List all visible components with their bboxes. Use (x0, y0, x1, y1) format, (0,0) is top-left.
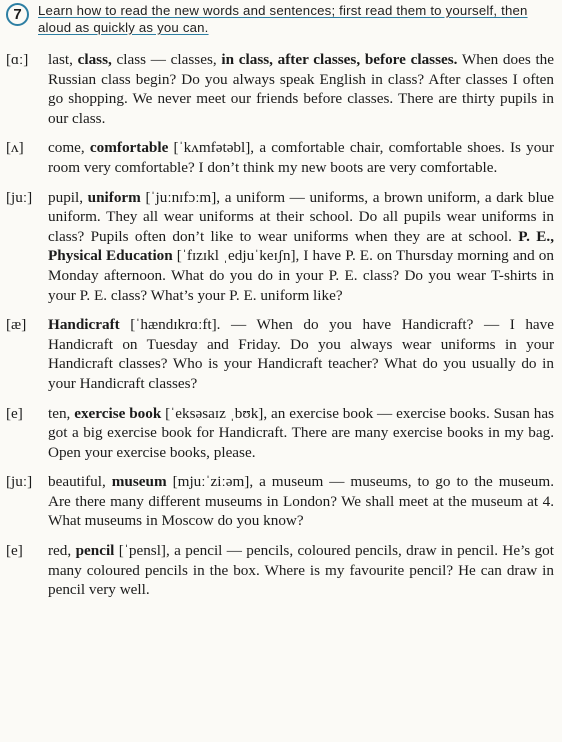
entry-text-run: [ˈjuːnɪfɔːm], a uniform — uniforms, a brown uniform, a dark blue uniform. They all wear uniforms at their school. Do all pupils wear uniforms in class? Pupils often don’t like to wear uniforms when they are at school. (48, 188, 554, 245)
entry-text-run: class — classes, (111, 51, 222, 68)
entry-text (48, 188, 554, 306)
headword: Handicraft (48, 316, 120, 334)
entry-text-run: come, (48, 139, 90, 157)
entry-text-run: pupil, (48, 188, 88, 206)
exercise-instruction: Learn how to read the new words and sentences; first read them to yourself, then aloud as quickly as you can. (38, 3, 528, 35)
exercise-number-badge: 7 (6, 3, 29, 26)
entry-text (48, 472, 554, 531)
sound-label: [ɑː] (6, 51, 29, 68)
entry-text-run: [ˈhændɪkrɑːft]. — When do you have Handicraft? — I have Handicraft on Tuesday and Friday. Do you always wear uniforms in your Handicraft classes? Who is your Handicraft teacher? What do you usually do in your Handicraft classes? (48, 316, 554, 392)
entry-ae (6, 315, 554, 393)
entry-text (48, 315, 554, 393)
sound-label: [juː] (6, 473, 33, 491)
sound-label: [æ] (6, 316, 27, 334)
sound-label: [ʌ] (6, 139, 24, 157)
entry-short-u (6, 138, 554, 177)
entry-text (48, 541, 554, 600)
entry-text (48, 138, 554, 177)
task-header (6, 2, 554, 36)
entry-text-run: ten, (48, 404, 75, 422)
entry-text-run: [ˈeksəsaɪz ˌbʊk], an exercise book — exercise books. Susan has got a big exercise book for Handicraft. There are many exercise books in my bag. Open your exercise books, please. (48, 404, 554, 461)
entry-text-run: [ˈkʌmfətəbl], a comfortable chair, comfortable shoes. Is your room very comfortable? I don’t think my new boots are very comfortable. (48, 139, 555, 176)
entry-e-pencil (6, 541, 554, 600)
headword: uniform (87, 188, 141, 206)
entry-text-run: [mjuːˈziːəm], a museum — museums, to go to the museum. Are there many different museums in London? We shall meet at the museum at 4. What museums in Moscow do you know? (48, 473, 555, 530)
entry-ju-museum (6, 472, 554, 531)
entry-text-run: [ˈfɪzɪkl ˌedjuˈkeɪʃn], I have P. E. on Thursday morning and on Monday afternoon. What do you do in your P. E. class? Do you wear T-shirts in your P. E. class? What’s your P. E. uniform like? (48, 247, 554, 304)
entry-text-run: red, (48, 542, 76, 560)
entry-text (48, 50, 554, 128)
entry-text-run: When does the Russian class begin? Do you always speak English in class? After classes I often go shopping. We never meet our friends before classes. There are thirty pupils in our class. (48, 51, 555, 127)
sound-label: [e] (6, 404, 23, 422)
entry-ju-uniform (6, 188, 554, 306)
entry-text-run: last, (48, 51, 78, 68)
sound-label: [e] (6, 542, 23, 560)
headword: in class, after classes, before classes. (221, 51, 458, 68)
headword: pencil (75, 542, 115, 560)
headword: comfortable (89, 139, 169, 157)
entry-text-run: [ˈpensl], a pencil — pencils, coloured pencils, draw in pencil. He’s got many coloured pencils in the box. Where is my favourite pencil? He can draw in pencil very well. (48, 542, 554, 599)
entry-a-long (6, 50, 554, 128)
headword: class, (77, 51, 112, 68)
word-entries (6, 50, 554, 600)
entry-e-exercise (6, 404, 554, 463)
entry-text-run: beautiful, (48, 473, 112, 491)
headword: exercise book (74, 404, 162, 422)
sound-label: [juː] (6, 188, 33, 206)
headword: P. E., Physical Education (48, 227, 554, 265)
entry-text (48, 404, 554, 463)
headword: museum (111, 473, 167, 491)
